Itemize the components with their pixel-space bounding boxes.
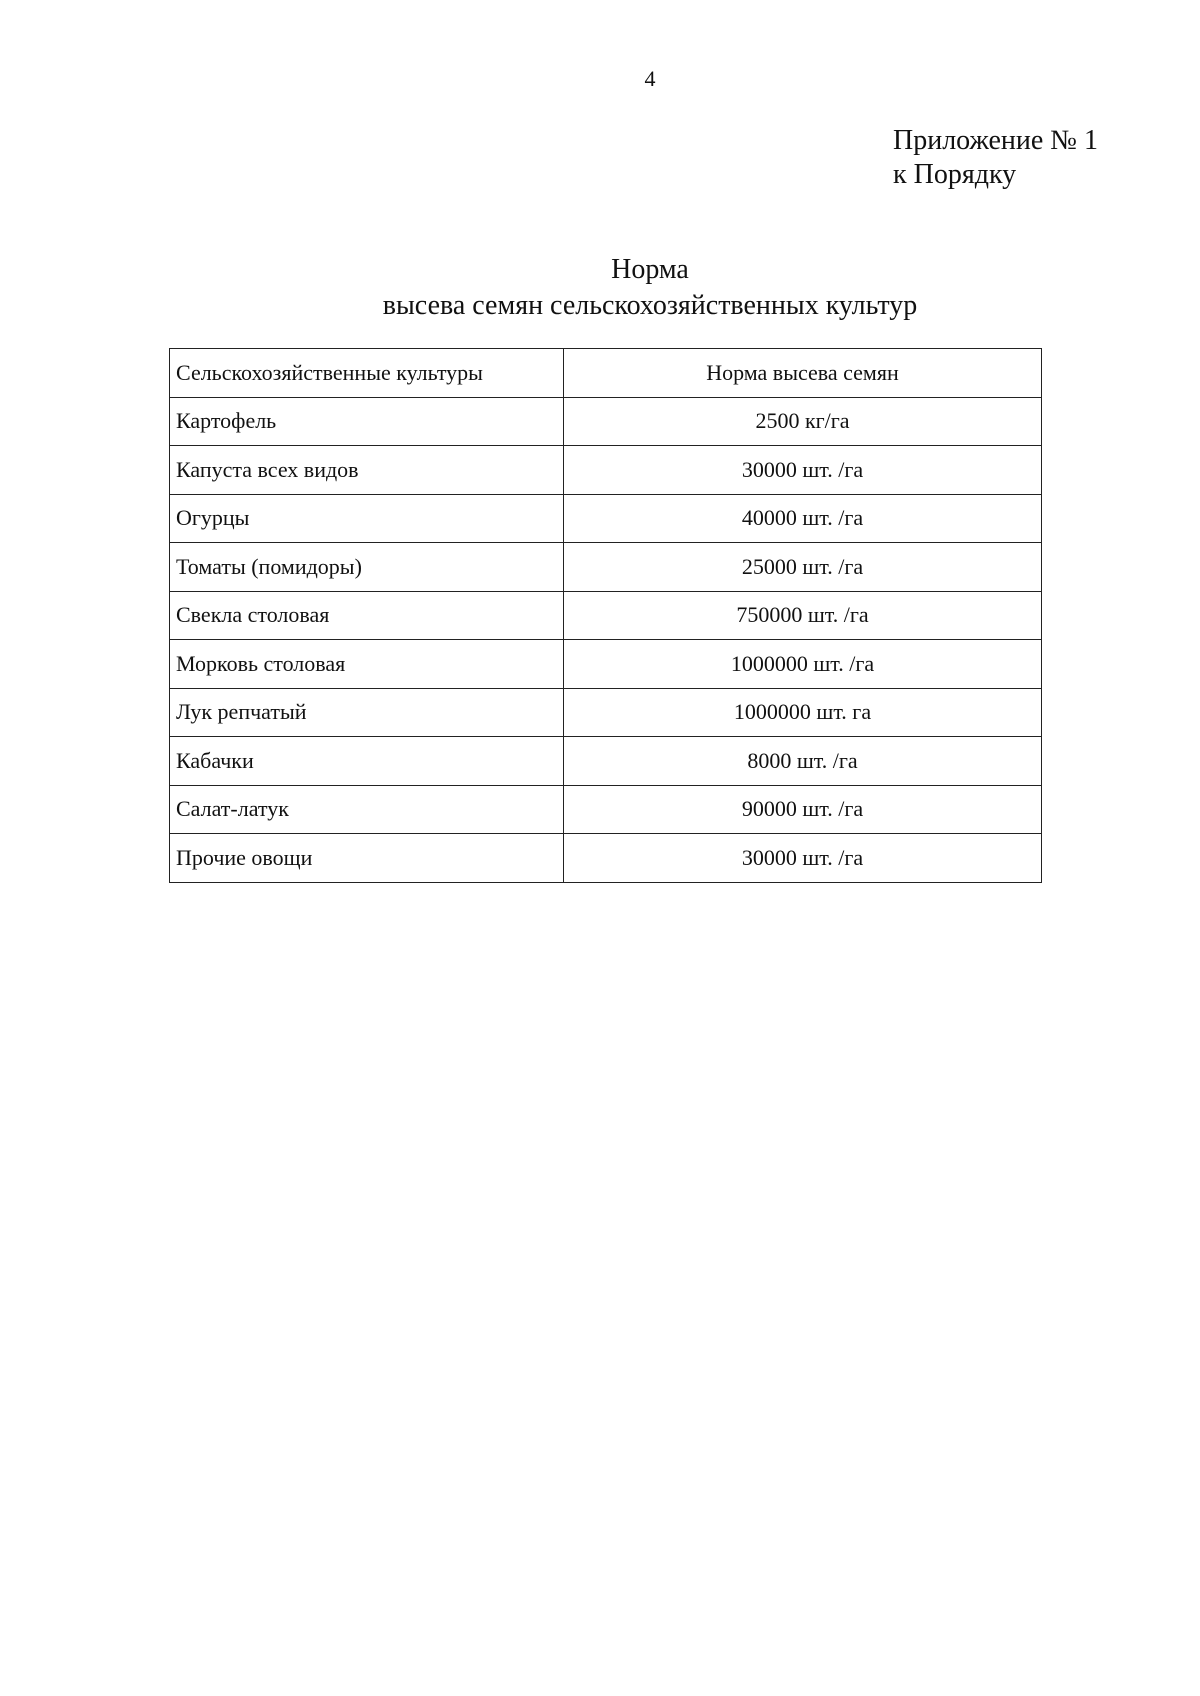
norm-cell: 30000 шт. /га: [564, 446, 1042, 495]
crop-cell: Кабачки: [170, 737, 564, 786]
page-number: 4: [644, 66, 656, 91]
table-row: [170, 397, 1042, 446]
crop-cell: Морковь столовая: [170, 640, 564, 689]
header-norm: Норма высева семян: [564, 349, 1042, 398]
table-row: [170, 737, 1042, 786]
norm-cell: 1000000 шт. га: [564, 688, 1042, 737]
norm-cell: 30000 шт. /га: [564, 834, 1042, 883]
norm-cell: 1000000 шт. /га: [564, 640, 1042, 689]
header-crop: Сельскохозяйственные культуры: [170, 349, 564, 398]
norm-cell: 2500 кг/га: [564, 397, 1042, 446]
crop-cell: Свекла столовая: [170, 591, 564, 640]
seed-rate-table: [169, 348, 1042, 883]
table-header-row: [170, 349, 1042, 398]
crop-cell: Прочие овощи: [170, 834, 564, 883]
appendix-line-2: к Порядку: [893, 159, 1017, 190]
crop-cell: Картофель: [170, 397, 564, 446]
appendix-label: [893, 124, 1098, 192]
table-row: [170, 591, 1042, 640]
table-row: [170, 446, 1042, 495]
norm-cell: 8000 шт. /га: [564, 737, 1042, 786]
table-row: [170, 494, 1042, 543]
norm-cell: 750000 шт. /га: [564, 591, 1042, 640]
table-row: [170, 785, 1042, 834]
seed-rate-table-container: [169, 348, 1042, 883]
title-line-1: Норма: [611, 254, 689, 285]
table-row: [170, 543, 1042, 592]
title-line-2: высева семян сельскохозяйственных культур: [382, 290, 918, 321]
norm-cell: 40000 шт. /га: [564, 494, 1042, 543]
table-row: [170, 834, 1042, 883]
crop-cell: Салат-латук: [170, 785, 564, 834]
crop-cell: Лук репчатый: [170, 688, 564, 737]
crop-cell: Томаты (помидоры): [170, 543, 564, 592]
norm-cell: 90000 шт. /га: [564, 785, 1042, 834]
appendix-line-1: Приложение № 1: [893, 125, 1098, 156]
table-row: [170, 688, 1042, 737]
document-title: [0, 252, 1200, 324]
table-row: [170, 640, 1042, 689]
crop-cell: Капуста всех видов: [170, 446, 564, 495]
crop-cell: Огурцы: [170, 494, 564, 543]
norm-cell: 25000 шт. /га: [564, 543, 1042, 592]
